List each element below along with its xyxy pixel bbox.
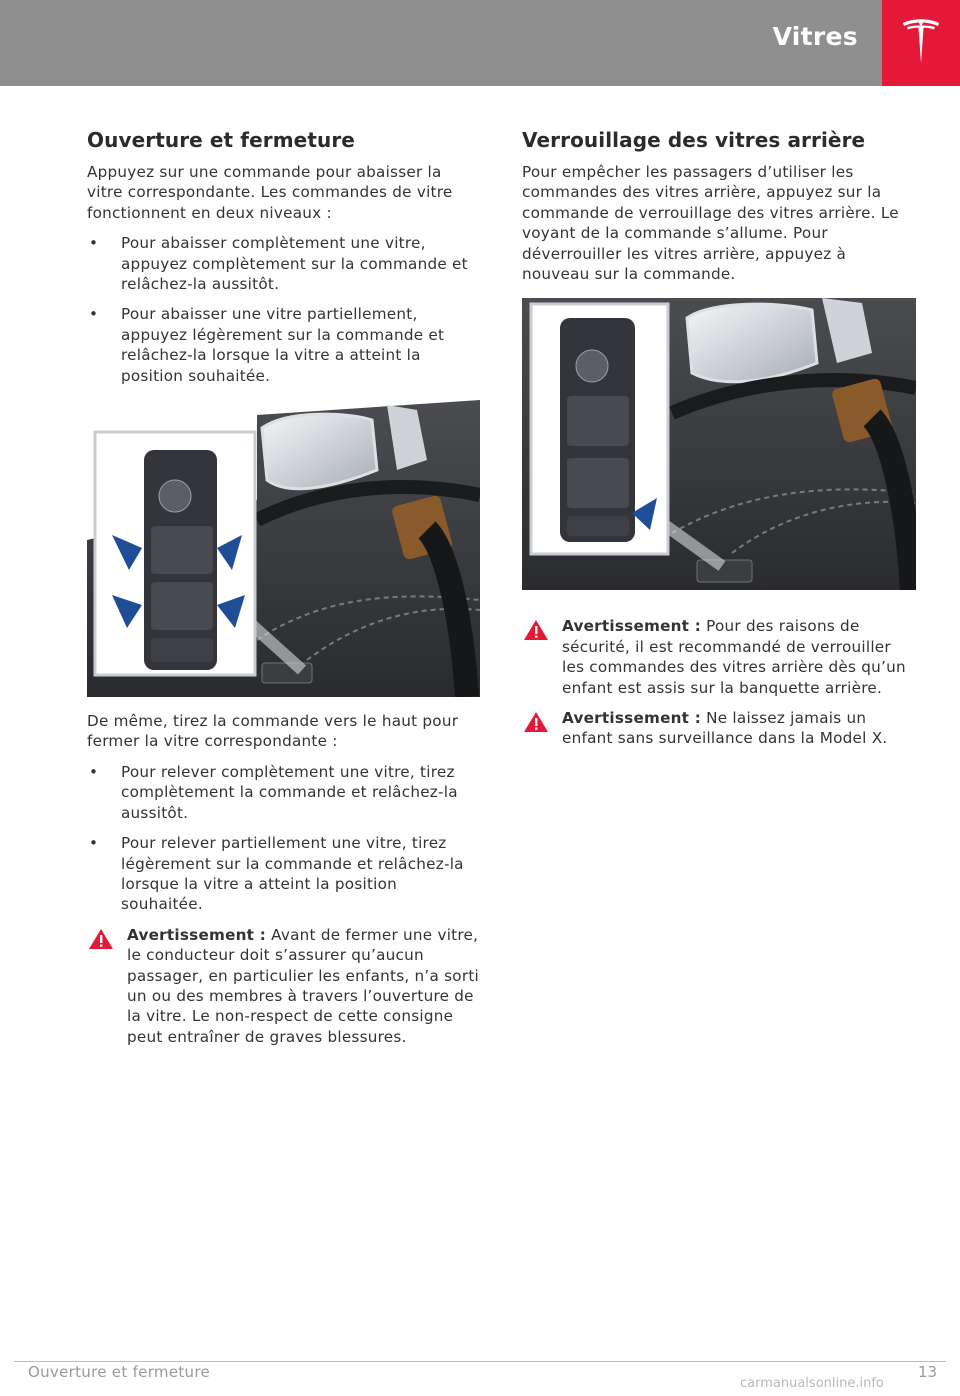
list-item: • Pour relever partiellement une vitre, tirez légèrement sur la commande et relâchez-la lorsque la vitre a atteint la position souhaitée. (89, 834, 464, 914)
warning-closing-window (87, 925, 481, 1047)
warning-label: Avertissement : (562, 617, 702, 636)
left-column (87, 128, 481, 1047)
warning-triangle-icon (523, 711, 549, 733)
footer-section-name: Ouverture et fermeture (28, 1363, 210, 1381)
warning-text: Avant de fermer une vitre, le conducteur doit s’assurer qu’aucun passager, en particulier les enfants, n’a sorti un ou des membres à travers l’ouverture de la vitre. Le non-respect de cette consigne peut entraîner de graves blessures. (127, 925, 479, 1046)
page-number: 13 (918, 1363, 938, 1381)
section-heading-rear-lock: Verrouillage des vitres arrière (522, 128, 866, 152)
tesla-logo-icon (901, 17, 941, 67)
bullet-glyph: • (89, 305, 99, 324)
right-column (522, 128, 916, 749)
intro-paragraph: Appuyez sur une commande pour abaisser la vitre correspondante. Les commandes de vitre fonctionnent en deux niveaux : (87, 163, 453, 222)
list-item: • Pour abaisser une vitre partiellement, appuyez légèrement sur la commande et relâchez-la lorsque la vitre a atteint la position souhaitée. (89, 305, 445, 385)
warning-triangle-icon (523, 619, 549, 641)
bullet-glyph: • (89, 762, 99, 781)
chapter-title: Vitres (772, 22, 858, 51)
bullet-glyph: • (89, 234, 99, 253)
bullet-glyph: • (89, 834, 99, 853)
warning-text: Ne laissez jamais un enfant sans surveillance dans la Model X. (562, 709, 888, 748)
rear-window-lock-illustration (522, 298, 916, 590)
watermark-text: carmanualsonline.info (740, 1376, 884, 1391)
warning-label: Avertissement : (562, 709, 702, 728)
window-switch-illustration (87, 400, 480, 697)
raise-instructions-list (87, 762, 481, 915)
warning-rear-lock-children (522, 616, 916, 698)
logo-box (882, 0, 960, 86)
list-item: • Pour relever complètement une vitre, tirez complètement la commande et relâchez-la aussitôt. (89, 762, 458, 822)
warning-text: Pour des raisons de sécurité, il est recommandé de verrouiller les commandes des vitres arrière dès qu’un enfant est assis sur la banquette arrière. (562, 617, 906, 697)
list-item: • Pour abaisser complètement une vitre, appuyez complètement sur la commande et relâchez-la aussitôt. (89, 234, 468, 294)
section-heading-opening: Ouverture et fermeture (87, 128, 355, 152)
rear-lock-paragraph: Pour empêcher les passagers d’utiliser les commandes des vitres arrière, appuyez sur la commande de verrouillage des vitres arrière. Le voyant de la commande s’allume. Pour déverrouiller les vitres arrière, appuyez à nouveau sur la commande. (522, 163, 899, 284)
middle-paragraph: De même, tirez la commande vers le haut pour fermer la vitre correspondante : (87, 712, 459, 751)
lower-instructions-list (87, 233, 481, 386)
page-header (0, 0, 960, 86)
warning-label: Avertissement : (127, 925, 267, 944)
footer-divider (14, 1361, 946, 1362)
warning-unattended-child (522, 708, 916, 749)
warning-triangle-icon (88, 928, 114, 950)
